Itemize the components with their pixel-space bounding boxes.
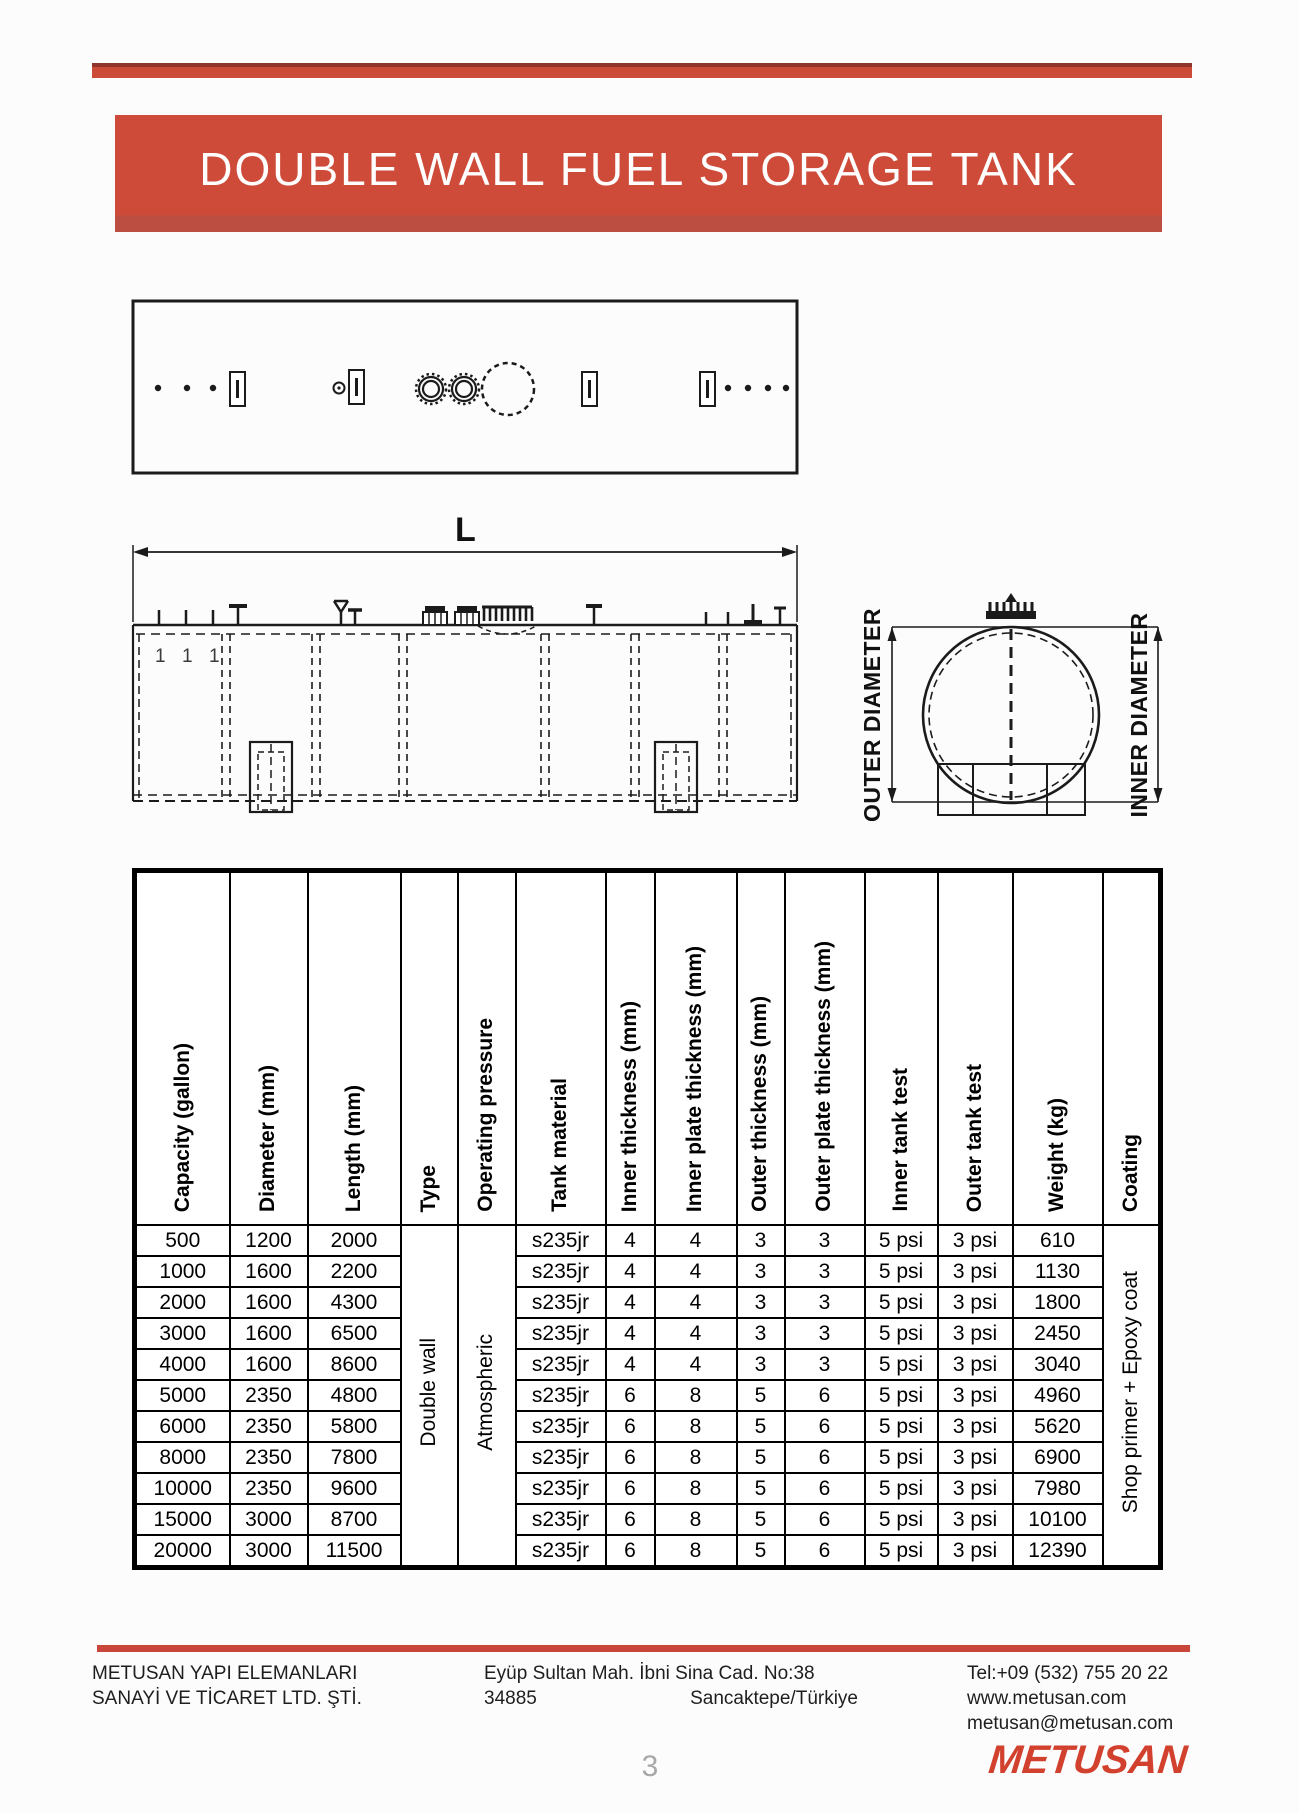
column-header xyxy=(655,871,737,1226)
table-cell: 5 psi xyxy=(865,1318,938,1349)
table-cell: 5 psi xyxy=(865,1535,938,1568)
column-header xyxy=(458,871,516,1226)
column-header-label: Operating pressure xyxy=(474,1018,498,1212)
spec-table xyxy=(132,868,1163,1570)
table-cell: 15000 xyxy=(135,1504,230,1535)
metusan-logo: METUSAN xyxy=(986,1738,1190,1782)
table-cell: 1000 xyxy=(135,1256,230,1287)
table-cell: 12390 xyxy=(1013,1535,1103,1568)
side-view-drawing xyxy=(133,511,797,812)
table-row xyxy=(135,1411,1161,1442)
table-cell: 6 xyxy=(785,1535,865,1568)
column-header-label: Outer thickness (mm) xyxy=(748,996,772,1212)
table-row xyxy=(135,1473,1161,1504)
table-cell: 4 xyxy=(606,1287,655,1318)
table-cell: 1600 xyxy=(230,1287,308,1318)
footer-address-line1: Eyüp Sultan Mah. İbni Sina Cad. No:38 xyxy=(484,1663,815,1684)
table-cell: 1600 xyxy=(230,1349,308,1380)
table-cell: 4 xyxy=(606,1349,655,1380)
column-header-label: Diameter (mm) xyxy=(256,1064,280,1212)
table-cell: 10000 xyxy=(135,1473,230,1504)
table-cell: 2000 xyxy=(308,1225,401,1256)
table-cell: s235jr xyxy=(516,1442,606,1473)
table-cell: 6 xyxy=(785,1380,865,1411)
table-cell: 4000 xyxy=(135,1349,230,1380)
footer-address-zip: 34885 xyxy=(484,1688,537,1709)
table-cell: 3000 xyxy=(135,1318,230,1349)
table-cell: 4 xyxy=(655,1287,737,1318)
page-title: DOUBLE WALL FUEL STORAGE TANK xyxy=(199,142,1078,195)
table-cell: 1200 xyxy=(230,1225,308,1256)
table-cell: 8 xyxy=(655,1380,737,1411)
outer-diameter-label: OUTER DIAMETER xyxy=(859,608,885,822)
table-cell: 5620 xyxy=(1013,1411,1103,1442)
table-cell: 5 psi xyxy=(865,1256,938,1287)
merged-coating-cell xyxy=(1103,1225,1161,1568)
footer-phone: Tel:+09 (532) 755 20 22 xyxy=(967,1663,1169,1684)
table-cell: 5 xyxy=(737,1504,785,1535)
table-row xyxy=(135,1287,1161,1318)
table-row xyxy=(135,1504,1161,1535)
footer-company-block xyxy=(92,1661,362,1711)
table-cell: 5800 xyxy=(308,1411,401,1442)
table-cell: 3 psi xyxy=(938,1442,1013,1473)
column-header xyxy=(785,871,865,1226)
table-cell: s235jr xyxy=(516,1349,606,1380)
merged-coating-cell-label: Shop primer + Epoxy coat xyxy=(1118,1271,1142,1514)
table-cell: 8 xyxy=(655,1535,737,1568)
column-header xyxy=(401,871,458,1226)
column-header xyxy=(230,871,308,1226)
table-cell: 5 psi xyxy=(865,1504,938,1535)
table-cell: 3 psi xyxy=(938,1318,1013,1349)
table-cell: 610 xyxy=(1013,1225,1103,1256)
column-header-label: Coating xyxy=(1118,1133,1142,1212)
table-cell: 8000 xyxy=(135,1442,230,1473)
table-cell: 4300 xyxy=(308,1287,401,1318)
table-cell: 5 psi xyxy=(865,1225,938,1256)
column-header-label: Outer plate thickness (mm) xyxy=(812,941,836,1212)
table-cell: 1800 xyxy=(1013,1287,1103,1318)
table-cell: 3 psi xyxy=(938,1225,1013,1256)
table-cell: 8700 xyxy=(308,1504,401,1535)
footer-address-block xyxy=(484,1661,858,1711)
table-cell: 2000 xyxy=(135,1287,230,1318)
table-cell: 5 xyxy=(737,1442,785,1473)
nozzle-label-3: 1 xyxy=(209,646,220,667)
table-cell: s235jr xyxy=(516,1473,606,1504)
merged-pressure-cell-label: Atmospheric xyxy=(474,1334,498,1451)
table-cell: 3 psi xyxy=(938,1504,1013,1535)
table-cell: s235jr xyxy=(516,1380,606,1411)
column-header-label: Inner tank test xyxy=(888,1068,912,1212)
table-cell: 6 xyxy=(606,1504,655,1535)
table-cell: s235jr xyxy=(516,1535,606,1568)
table-cell: 6 xyxy=(785,1442,865,1473)
table-cell: 6 xyxy=(606,1442,655,1473)
table-cell: 3 xyxy=(785,1225,865,1256)
column-header xyxy=(737,871,785,1226)
table-cell: 5000 xyxy=(135,1380,230,1411)
table-cell: 3040 xyxy=(1013,1349,1103,1380)
table-row xyxy=(135,1380,1161,1411)
table-cell: 3 xyxy=(737,1318,785,1349)
footer-contact-block xyxy=(967,1661,1173,1736)
footer-company-line1: METUSAN YAPI ELEMANLARI xyxy=(92,1663,358,1684)
table-cell: 6 xyxy=(785,1411,865,1442)
table-cell: 4 xyxy=(655,1256,737,1287)
table-cell: 5 psi xyxy=(865,1380,938,1411)
table-cell: 5 psi xyxy=(865,1287,938,1318)
table-cell: 4 xyxy=(655,1225,737,1256)
table-cell: 3 xyxy=(785,1349,865,1380)
table-cell: 8600 xyxy=(308,1349,401,1380)
inner-diameter-label: INNER DIAMETER xyxy=(1126,612,1152,818)
table-cell: 8 xyxy=(655,1504,737,1535)
table-cell: 3 psi xyxy=(938,1256,1013,1287)
column-header-label: Weight (kg) xyxy=(1045,1098,1069,1212)
table-row xyxy=(135,1225,1161,1256)
table-cell: 2350 xyxy=(230,1442,308,1473)
table-cell: 6000 xyxy=(135,1411,230,1442)
table-row xyxy=(135,1535,1161,1568)
column-header-label: Outer tank test xyxy=(962,1063,986,1212)
table-cell: 6 xyxy=(606,1473,655,1504)
column-header xyxy=(938,871,1013,1226)
table-cell: 4 xyxy=(655,1349,737,1380)
table-cell: 3000 xyxy=(230,1504,308,1535)
table-cell: 6 xyxy=(606,1411,655,1442)
column-header xyxy=(1103,871,1161,1226)
column-header-label: Length (mm) xyxy=(341,1084,365,1212)
column-header xyxy=(1013,871,1103,1226)
table-cell: 4 xyxy=(606,1225,655,1256)
table-cell: 3 psi xyxy=(938,1535,1013,1568)
table-cell: 4 xyxy=(606,1256,655,1287)
table-cell: 2450 xyxy=(1013,1318,1103,1349)
column-header xyxy=(308,871,401,1226)
table-cell: 9600 xyxy=(308,1473,401,1504)
column-header xyxy=(135,871,230,1226)
column-header-label: Inner plate thickness (mm) xyxy=(683,945,707,1212)
table-cell: 2350 xyxy=(230,1380,308,1411)
table-cell: 3000 xyxy=(230,1535,308,1568)
table-cell: 3 xyxy=(785,1318,865,1349)
table-cell: 2350 xyxy=(230,1473,308,1504)
table-cell: 1600 xyxy=(230,1256,308,1287)
table-cell: 4800 xyxy=(308,1380,401,1411)
table-cell: 6 xyxy=(785,1504,865,1535)
table-cell: 8 xyxy=(655,1442,737,1473)
table-cell: 2350 xyxy=(230,1411,308,1442)
table-cell: 6500 xyxy=(308,1318,401,1349)
table-row xyxy=(135,1442,1161,1473)
spec-table-container xyxy=(132,868,1163,1570)
spec-table-header xyxy=(135,871,1161,1226)
table-cell: 3 xyxy=(785,1256,865,1287)
table-cell: 6 xyxy=(785,1473,865,1504)
table-cell: 5 xyxy=(737,1535,785,1568)
table-cell: 5 psi xyxy=(865,1473,938,1504)
column-header xyxy=(865,871,938,1226)
table-cell: 3 psi xyxy=(938,1287,1013,1318)
table-cell: 6 xyxy=(606,1535,655,1568)
table-cell: 11500 xyxy=(308,1535,401,1568)
table-cell: s235jr xyxy=(516,1411,606,1442)
table-cell: 4 xyxy=(655,1318,737,1349)
table-cell: 7980 xyxy=(1013,1473,1103,1504)
table-cell: 20000 xyxy=(135,1535,230,1568)
table-cell: s235jr xyxy=(516,1318,606,1349)
footer-website: www.metusan.com xyxy=(967,1688,1127,1709)
table-row xyxy=(135,1256,1161,1287)
table-cell: 5 psi xyxy=(865,1349,938,1380)
table-row xyxy=(135,1349,1161,1380)
table-cell: s235jr xyxy=(516,1225,606,1256)
table-cell: 6 xyxy=(606,1380,655,1411)
cross-section-drawing xyxy=(859,593,1163,822)
nozzle-label-2: 1 xyxy=(182,646,193,667)
table-cell: 7800 xyxy=(308,1442,401,1473)
merged-type-cell xyxy=(401,1225,458,1568)
table-cell: 5 xyxy=(737,1380,785,1411)
table-cell: 4960 xyxy=(1013,1380,1103,1411)
footer-email: metusan@metusan.com xyxy=(967,1713,1174,1734)
footer-accent-rule xyxy=(97,1645,1190,1652)
column-header-label: Inner thickness (mm) xyxy=(617,1000,641,1212)
table-cell: 3 xyxy=(785,1287,865,1318)
column-header xyxy=(606,871,655,1226)
table-cell: 5 xyxy=(737,1411,785,1442)
table-cell: 3 xyxy=(737,1256,785,1287)
table-cell: s235jr xyxy=(516,1287,606,1318)
table-cell: 1130 xyxy=(1013,1256,1103,1287)
table-cell: 2200 xyxy=(308,1256,401,1287)
column-header xyxy=(516,871,606,1226)
table-cell: 3 psi xyxy=(938,1411,1013,1442)
column-header-label: Tank material xyxy=(548,1078,572,1212)
table-cell: 8 xyxy=(655,1411,737,1442)
nozzle-label-1: 1 xyxy=(155,646,166,667)
top-view-drawing xyxy=(133,301,797,473)
table-cell: 500 xyxy=(135,1225,230,1256)
table-cell: s235jr xyxy=(516,1504,606,1535)
table-cell: 1600 xyxy=(230,1318,308,1349)
page-number: 3 xyxy=(641,1750,659,1783)
table-row xyxy=(135,1318,1161,1349)
footer-company-line2: SANAYİ VE TİCARET LTD. ŞTİ. xyxy=(92,1688,362,1709)
table-cell: 3 xyxy=(737,1349,785,1380)
table-cell: 3 psi xyxy=(938,1349,1013,1380)
table-cell: 6900 xyxy=(1013,1442,1103,1473)
header-row xyxy=(135,871,1161,1226)
table-cell: 5 psi xyxy=(865,1411,938,1442)
spec-table-body xyxy=(135,1225,1161,1568)
table-cell: 5 xyxy=(737,1473,785,1504)
table-cell: 10100 xyxy=(1013,1504,1103,1535)
table-cell: 8 xyxy=(655,1473,737,1504)
merged-type-cell-label: Double wall xyxy=(416,1338,440,1447)
footer-address-city: Sancaktepe/Türkiye xyxy=(690,1688,858,1709)
table-cell: 3 xyxy=(737,1287,785,1318)
length-dimension-label: L xyxy=(455,511,476,549)
merged-pressure-cell xyxy=(458,1225,516,1568)
column-header-label: Type xyxy=(416,1164,440,1212)
table-cell: 3 xyxy=(737,1225,785,1256)
table-cell: 4 xyxy=(606,1318,655,1349)
table-cell: 3 psi xyxy=(938,1473,1013,1504)
table-cell: 3 psi xyxy=(938,1380,1013,1411)
table-cell: 5 psi xyxy=(865,1442,938,1473)
table-cell: s235jr xyxy=(516,1256,606,1287)
column-header-label: Capacity (gallon) xyxy=(170,1042,194,1212)
